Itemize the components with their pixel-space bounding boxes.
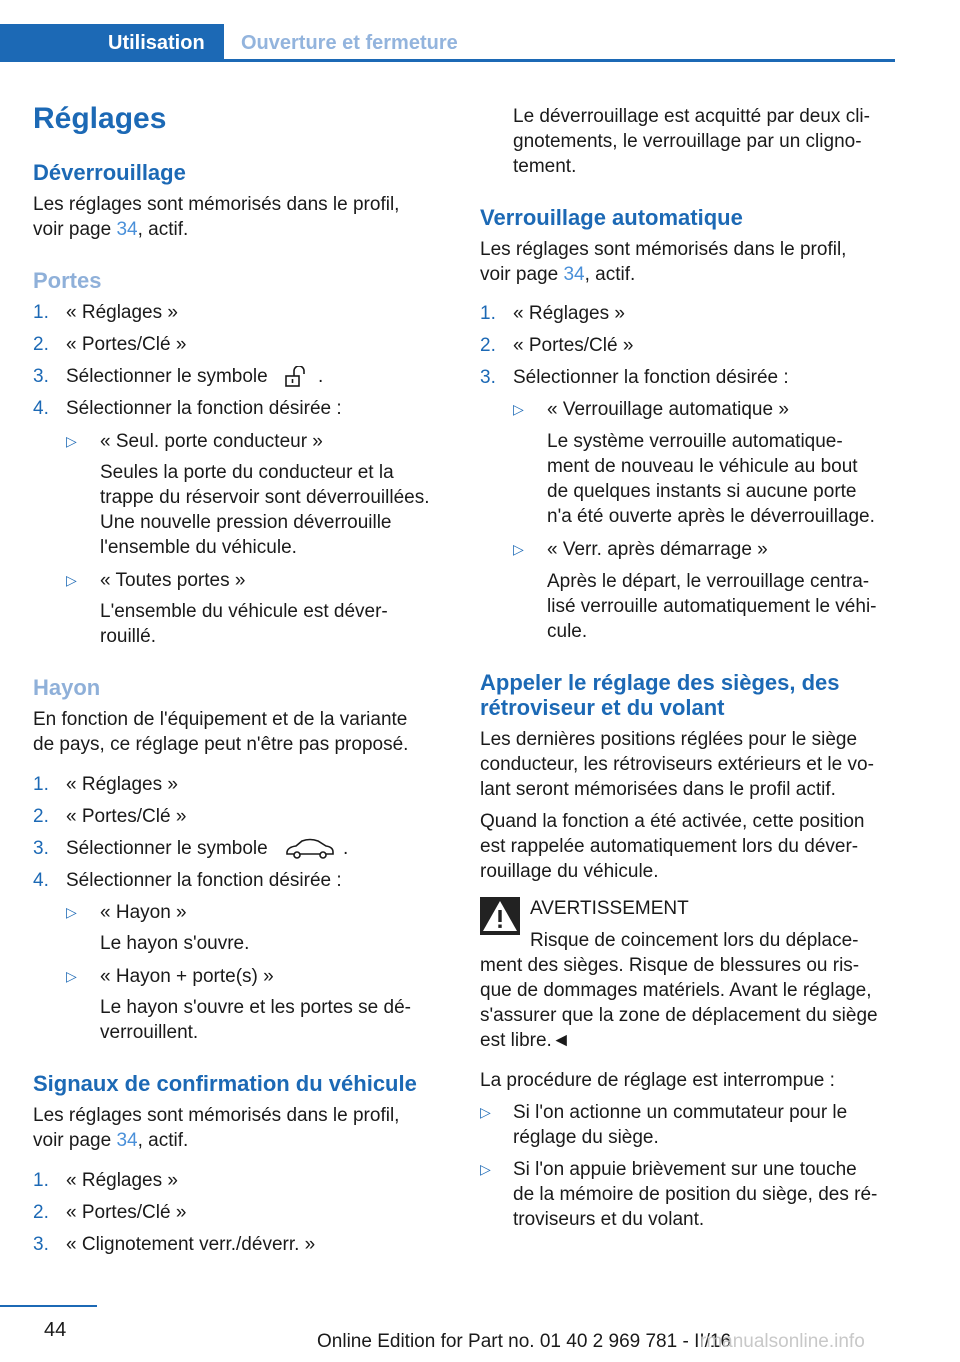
period: . (343, 838, 349, 859)
bullet-triangle-icon: ▷ (480, 1161, 491, 1177)
page-title: Réglages (33, 102, 167, 135)
warning-text: que de dommages matériels. Avant le réglage, (480, 980, 872, 1001)
bullet-triangle-icon: ▷ (66, 968, 77, 984)
autolock-option-2-title: « Verr. après démarrage » (547, 539, 768, 560)
footer-rule (0, 1305, 97, 1307)
tab-utilisation[interactable]: Utilisation (0, 24, 224, 62)
recall-heading: Appeler le réglage des sièges, des (480, 670, 840, 695)
tailgate-step-4: Sélectionner la fonction désirée : (66, 870, 342, 891)
interrupt-item-1: Si l'on actionne un commutateur pour le (513, 1102, 848, 1123)
edition-note: Online Edition for Part no. 01 40 2 969 781 - II/16 (317, 1331, 732, 1352)
bullet-triangle-icon: ▷ (66, 904, 77, 920)
doors-option-1-desc: Une nouvelle pression déverrouille (100, 512, 392, 533)
bullet-triangle-icon: ▷ (513, 401, 524, 417)
bullet-triangle-icon: ▷ (513, 541, 524, 557)
interrupt-intro: La procédure de réglage est interrompue : (480, 1070, 835, 1091)
autolock-option-1-desc: n'a été ouverte après le déverrouillage. (547, 506, 875, 527)
step-number: 4. (33, 398, 49, 419)
unlock-intro-line1: Les réglages sont mémorisés dans le profil, (33, 194, 400, 215)
step-number: 4. (33, 870, 49, 891)
interrupt-item-2: Si l'on appuie brièvement sur une touche (513, 1159, 857, 1180)
tailgate-option-1-title: « Hayon » (100, 902, 187, 923)
autolock-option-1-desc: de quelques instants si aucune porte (547, 481, 857, 502)
interrupt-item-2: de la mémoire de position du siège, des ré- (513, 1184, 878, 1205)
step-number: 1. (480, 303, 496, 324)
bullet-triangle-icon: ▷ (66, 572, 77, 588)
bullet-triangle-icon: ▷ (480, 1104, 491, 1120)
signals-intro-line1: Les réglages sont mémorisés dans le profil, (33, 1105, 400, 1126)
doors-option-1-desc: trappe du réservoir sont déverrouillées. (100, 487, 430, 508)
tailgate-intro: de pays, ce réglage peut n'être pas proposé. (33, 734, 409, 755)
recall-paragraph-1: Les dernières positions réglées pour le siège (480, 729, 858, 750)
page-link[interactable]: 34 (116, 219, 138, 240)
tab-ouverture-fermeture[interactable]: Ouverture et fermeture (241, 32, 458, 54)
step-number: 2. (33, 1202, 49, 1223)
step-number: 1. (33, 1170, 49, 1191)
step-number: 3. (33, 1234, 49, 1255)
signals-continuation: gnotements, le verrouillage par un cligno- (513, 131, 862, 152)
signals-step-2: « Portes/Clé » (66, 1202, 187, 1223)
autolock-intro-line2: voir page 34, actif. (480, 264, 636, 285)
bullet-triangle-icon: ▷ (66, 433, 77, 449)
tailgate-option-2-title: « Hayon + porte(s) » (100, 966, 274, 987)
autolock-step-2: « Portes/Clé » (513, 335, 634, 356)
doors-heading: Portes (33, 268, 102, 293)
autolock-heading: Verrouillage automatique (480, 205, 743, 230)
tailgate-option-1-desc: Le hayon s'ouvre. (100, 933, 250, 954)
autolock-option-2-desc: cule. (547, 621, 588, 642)
warning-triangle-icon (480, 897, 520, 935)
doors-option-1-title: « Seul. porte conducteur » (100, 431, 323, 452)
page-number: 44 (44, 1319, 67, 1341)
step-number: 2. (33, 806, 49, 827)
autolock-option-2-desc: Après le départ, le verrouillage centra- (547, 571, 870, 592)
page-link[interactable]: 34 (563, 264, 585, 285)
doors-step-2: « Portes/Clé » (66, 334, 187, 355)
unlock-intro-line2: voir page 34, actif. (33, 219, 189, 240)
tailgate-option-2-desc: Le hayon s'ouvre et les portes se dé- (100, 997, 411, 1018)
recall-paragraph-2: rouillage du véhicule. (480, 861, 659, 882)
warning-title: AVERTISSEMENT (530, 898, 689, 919)
tailgate-option-2-desc: verrouillent. (100, 1022, 199, 1043)
unlock-symbol-icon (284, 366, 310, 388)
step-number: 2. (480, 335, 496, 356)
interrupt-item-2: troviseurs et du volant. (513, 1209, 705, 1230)
watermark: rmanualsonline.info (700, 1331, 865, 1352)
doors-option-2-desc: L'ensemble du véhicule est déver- (100, 601, 388, 622)
recall-paragraph-1: conducteur, les rétroviseurs extérieurs et le vo- (480, 754, 874, 775)
recall-heading: rétroviseur et du volant (480, 695, 725, 720)
signals-step-1: « Réglages » (66, 1170, 178, 1191)
doors-option-2-desc: rouillé. (100, 626, 156, 647)
step-number: 3. (33, 366, 49, 387)
doors-step-3: Sélectionner le symbole (66, 366, 268, 387)
doors-option-2-title: « Toutes portes » (100, 570, 246, 591)
doors-option-1-desc: Seules la porte du conducteur et la (100, 462, 394, 483)
step-number: 3. (480, 367, 496, 388)
doors-option-1-desc: l'ensemble du véhicule. (100, 537, 297, 558)
interrupt-item-1: réglage du siège. (513, 1127, 659, 1148)
signals-step-3: « Clignotement verr./déverr. » (66, 1234, 316, 1255)
autolock-step-3: Sélectionner la fonction désirée : (513, 367, 789, 388)
signals-intro-line2: voir page 34, actif. (33, 1130, 189, 1151)
autolock-option-1-desc: Le système verrouille automatique- (547, 431, 843, 452)
warning-text: est libre.◄ (480, 1030, 571, 1051)
doors-step-1: « Réglages » (66, 302, 178, 323)
recall-paragraph-2: Quand la fonction a été activée, cette position (480, 811, 865, 832)
warning-text: ment des sièges. Risque de blessures ou ris- (480, 955, 860, 976)
autolock-step-1: « Réglages » (513, 303, 625, 324)
tailgate-step-1: « Réglages » (66, 774, 178, 795)
period: . (318, 366, 324, 387)
signals-heading: Signaux de confirmation du véhicule (33, 1071, 417, 1096)
page-link[interactable]: 34 (116, 1130, 138, 1151)
recall-paragraph-2: est rappelée automatiquement lors du déver- (480, 836, 859, 857)
signals-continuation: Le déverrouillage est acquitté par deux cli- (513, 106, 870, 127)
step-number: 2. (33, 334, 49, 355)
step-number: 3. (33, 838, 49, 859)
step-number: 1. (33, 774, 49, 795)
chapter-header (0, 24, 895, 62)
tailgate-step-3: Sélectionner le symbole (66, 838, 268, 859)
step-number: 1. (33, 302, 49, 323)
autolock-option-1-title: « Verrouillage automatique » (547, 399, 789, 420)
unlock-heading: Déverrouillage (33, 160, 186, 185)
autolock-option-2-desc: lisé verrouille automatiquement le véhi- (547, 596, 877, 617)
doors-step-4: Sélectionner la fonction désirée : (66, 398, 342, 419)
car-tailgate-icon (284, 836, 336, 862)
warning-text: Risque de coincement lors du déplace- (530, 930, 859, 951)
autolock-option-1-desc: ment de nouveau le véhicule au bout (547, 456, 858, 477)
recall-paragraph-1: lant seront mémorisées dans le profil actif. (480, 779, 836, 800)
signals-continuation: tement. (513, 156, 577, 177)
tailgate-step-2: « Portes/Clé » (66, 806, 187, 827)
warning-text: s'assurer que la zone de déplacement du siège (480, 1005, 878, 1026)
tailgate-intro: En fonction de l'équipement et de la variante (33, 709, 408, 730)
autolock-intro-line1: Les réglages sont mémorisés dans le profil, (480, 239, 847, 260)
tailgate-heading: Hayon (33, 675, 101, 700)
